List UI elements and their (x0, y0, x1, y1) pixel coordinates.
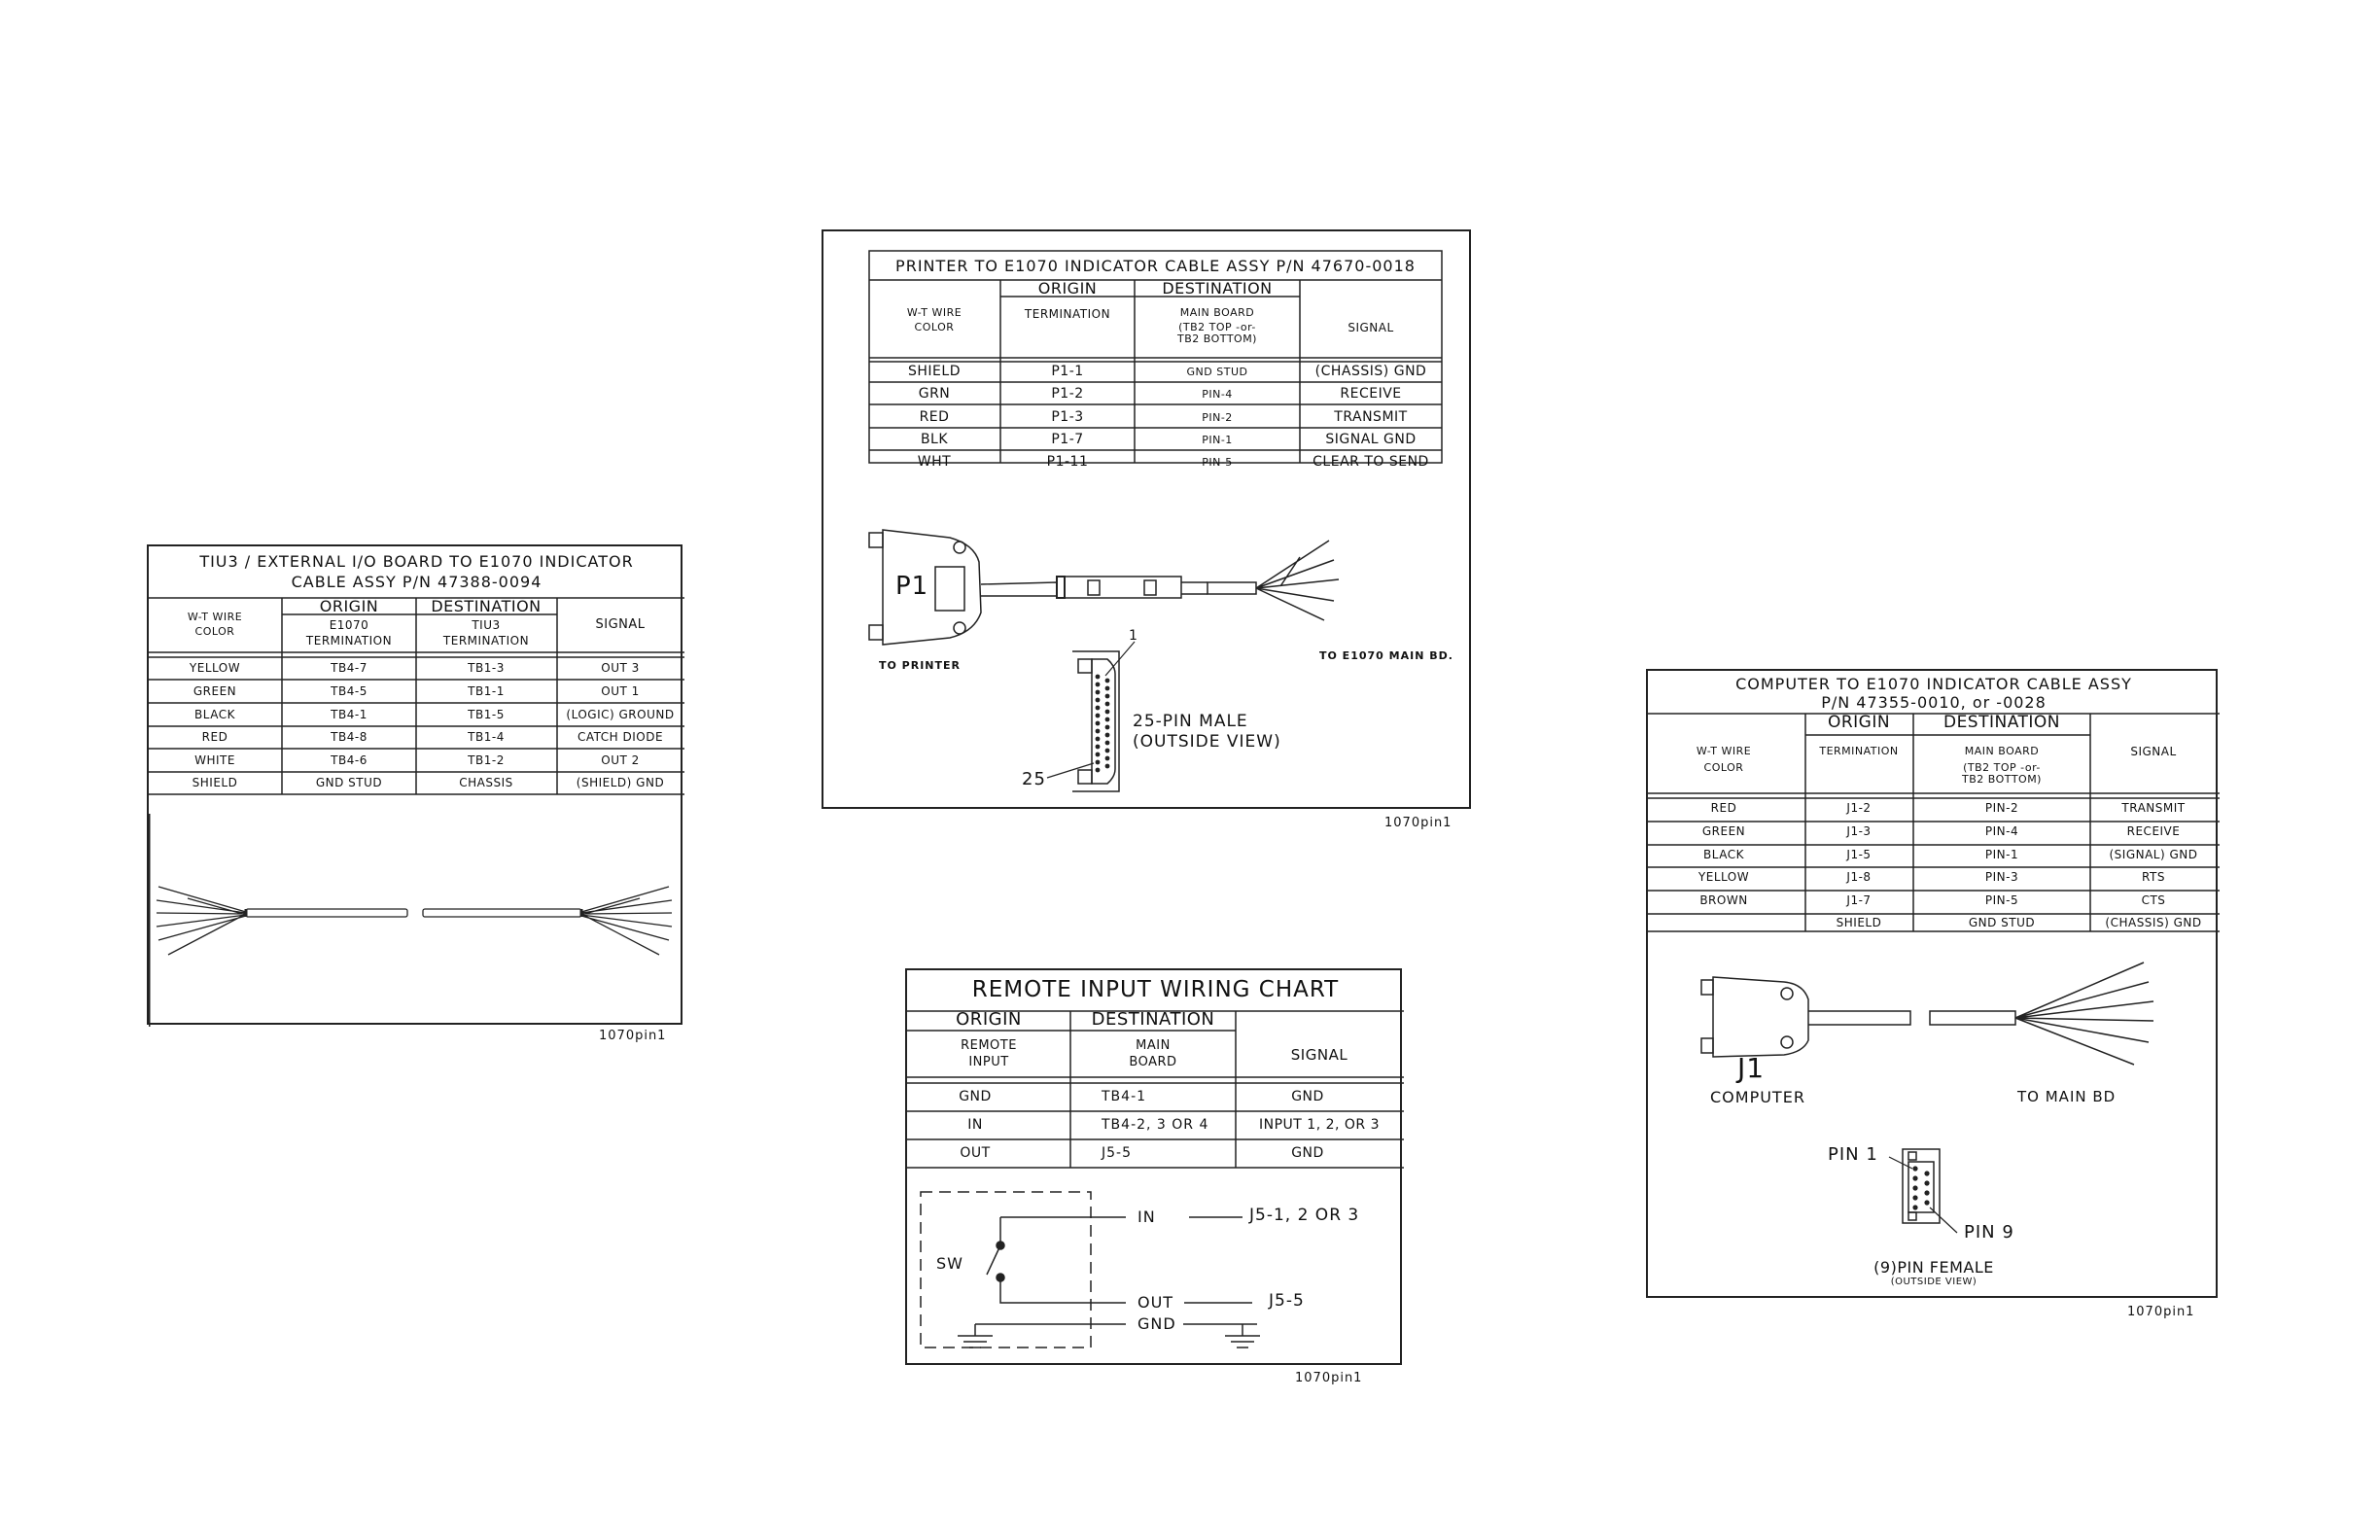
computer-row1-origin: J1-2 (1846, 801, 1872, 815)
computer-row6-signal: (CHASSIS) GND (2105, 916, 2202, 929)
computer-row1-wire: RED (1710, 801, 1737, 815)
remote-caption: 1070pin1 (1295, 1371, 1363, 1385)
pin-dot (1096, 760, 1101, 765)
printer-row2-origin: P1-2 (1051, 386, 1084, 402)
pin-dot (1096, 698, 1101, 703)
tiu3-row6-dest: CHASSIS (459, 776, 513, 789)
computer-title-line2: P/N 47355-0010, or -0028 (1821, 693, 2047, 712)
printer-row4-dest: PIN-1 (1202, 434, 1233, 446)
computer-row5-signal: CTS (2141, 893, 2166, 907)
computer-col-dest-line1: MAIN BOARD (1964, 745, 2040, 757)
printer-row5-wire: WHT (917, 454, 952, 470)
tiu3-row6-signal: (SHIELD) GND (576, 776, 665, 789)
computer-row3-signal: (SIGNAL) GND (2109, 848, 2198, 861)
pin-dot (1096, 752, 1101, 757)
printer-origin-header: ORIGIN (1037, 279, 1098, 298)
tiu3-col-signal: SIGNAL (595, 617, 646, 632)
printer-row2-wire: GRN (918, 386, 951, 402)
tiu3-title-line2: CABLE ASSY P/N 47388-0094 (291, 573, 542, 591)
tiu3-col-dest-line2: TERMINATION (442, 634, 530, 648)
printer-row1-wire: SHIELD (908, 364, 961, 379)
remote-row3-input: OUT (960, 1145, 991, 1161)
printer-row3-dest: PIN-2 (1202, 411, 1233, 424)
pin-dot (1105, 764, 1110, 769)
remote-in-target: J5-1, 2 OR 3 (1249, 1206, 1360, 1225)
computer-row6-origin: SHIELD (1836, 916, 1882, 929)
pin-dot (1096, 721, 1101, 726)
computer-col-wire-line1: W-T WIRE (1696, 745, 1752, 757)
printer-col-wire-line2: COLOR (914, 321, 955, 333)
computer-row2-wire: GREEN (1701, 824, 1746, 838)
tiu3-row5-signal: OUT 2 (601, 753, 640, 767)
computer-destination-header: DESTINATION (1942, 713, 2061, 732)
pin-dot (1105, 686, 1110, 691)
pin-dot (1096, 714, 1101, 718)
printer-col-dest-line3: TB2 BOTTOM) (1177, 332, 1257, 345)
remote-row1-input: GND (959, 1089, 992, 1104)
printer-to-printer: TO PRINTER (879, 659, 962, 672)
tiu3-col-wire-line1: W-T WIRE (187, 611, 243, 623)
computer-pin-desc: (9)PIN FEMALE (1873, 1258, 1994, 1277)
remote-gnd-label: GND (1138, 1314, 1176, 1333)
printer-destination-header: DESTINATION (1162, 279, 1273, 298)
remote-out-label: OUT (1138, 1293, 1174, 1312)
pin-dot (1096, 768, 1101, 773)
tiu3-row2-dest: TB1-1 (468, 684, 505, 698)
printer-row4-signal: SIGNAL GND (1325, 432, 1417, 447)
printer-row1-dest: GND STUD (1186, 366, 1248, 378)
tiu3-col-wire-line2: COLOR (194, 625, 235, 638)
computer-pin-dots (1912, 1166, 1929, 1209)
pin-dot (1096, 745, 1101, 750)
remote-ground-symbol-right (1225, 1324, 1260, 1348)
printer-row1-signal: (CHASSIS) GND (1314, 364, 1427, 379)
tiu3-row3-origin: TB4-1 (331, 708, 368, 721)
remote-row2-input: IN (967, 1117, 983, 1133)
computer-label: COMPUTER (1710, 1088, 1805, 1106)
pin-dot (1096, 682, 1101, 687)
computer-row2-origin: J1-3 (1846, 824, 1872, 838)
computer-row1-dest: PIN-2 (1984, 801, 2019, 815)
printer-col-origin: TERMINATION (1024, 307, 1111, 321)
tiu3-row4-dest: TB1-4 (468, 730, 505, 744)
printer-pin-dots (1096, 675, 1110, 773)
printer-row5-signal: CLEAR TO SEND (1312, 454, 1429, 470)
remote-col-input-line1: REMOTE (961, 1038, 1017, 1053)
computer-cable-panel (1646, 669, 2218, 1298)
computer-pin-view: (OUTSIDE VIEW) (1890, 1277, 1978, 1287)
tiu3-row2-signal: OUT 1 (601, 684, 640, 698)
computer-to-main: TO MAIN BD (2017, 1088, 2117, 1105)
printer-row5-origin: P1-11 (1046, 454, 1089, 470)
printer-row3-origin: P1-3 (1051, 409, 1084, 425)
printer-row3-wire: RED (919, 409, 950, 425)
remote-input-panel (905, 968, 1402, 1365)
printer-col-signal: SIGNAL (1348, 321, 1394, 334)
tiu3-row1-signal: OUT 3 (601, 661, 640, 675)
tiu3-row3-wire: BLACK (194, 708, 235, 721)
printer-row4-origin: P1-7 (1051, 432, 1084, 447)
printer-row5-dest: PIN-5 (1202, 456, 1233, 469)
remote-row2-signal: INPUT 1, 2, OR 3 (1258, 1117, 1381, 1133)
pin-dot (1105, 694, 1110, 699)
computer-row5-dest: PIN-5 (1984, 893, 2019, 907)
computer-col-dest-line3: TB2 BOTTOM) (1962, 773, 2042, 786)
pin-dot (1105, 710, 1110, 715)
remote-col-input-line2: INPUT (968, 1055, 1009, 1069)
printer-pin-last: 25 (1022, 769, 1046, 789)
pin-dot (1105, 679, 1110, 683)
tiu3-row4-wire: RED (201, 730, 228, 744)
pin-dot (1105, 756, 1110, 761)
remote-col-main-line1: MAIN (1136, 1038, 1171, 1053)
remote-sw-label: SW (936, 1254, 963, 1273)
pin-dot (1105, 733, 1110, 738)
computer-row4-origin: J1-8 (1846, 870, 1872, 884)
remote-row1-main: TB4-1 (1102, 1089, 1147, 1104)
remote-out-target: J5-5 (1269, 1291, 1305, 1311)
remote-title: REMOTE INPUT WIRING CHART (971, 977, 1340, 1002)
pin-dot (1096, 675, 1101, 680)
remote-row3-signal: GND (1291, 1145, 1324, 1161)
tiu3-col-origin-line2: TERMINATION (305, 634, 393, 648)
computer-db9-connector-icon (1701, 962, 2153, 1065)
remote-ground-symbol-left (958, 1324, 993, 1348)
printer-row3-signal: TRANSMIT (1334, 409, 1408, 425)
remote-row1-signal: GND (1291, 1089, 1324, 1104)
tiu3-row1-wire: YELLOW (189, 661, 241, 675)
printer-pin-desc-line1: 25-PIN MALE (1133, 712, 1248, 731)
remote-switch-schematic (921, 1192, 1257, 1348)
printer-to-main: TO E1070 MAIN BD. (1319, 649, 1453, 662)
tiu3-row1-origin: TB4-7 (331, 661, 368, 675)
tiu3-col-dest-line1: TIU3 (472, 618, 501, 632)
tiu3-cable-panel (147, 544, 682, 1025)
computer-col-signal: SIGNAL (2130, 745, 2177, 758)
tiu3-row2-origin: TB4-5 (331, 684, 368, 698)
tiu3-row5-wire: WHITE (194, 753, 235, 767)
printer-col-dest-line2: (TB2 TOP -or- (1178, 321, 1256, 333)
computer-col-origin: TERMINATION (1819, 745, 1899, 757)
computer-row3-origin: J1-5 (1846, 848, 1872, 861)
tiu3-row3-signal: (LOGIC) GROUND (566, 708, 675, 721)
printer-row2-signal: RECEIVE (1340, 386, 1402, 402)
computer-row4-dest: PIN-3 (1984, 870, 2019, 884)
tiu3-row1-dest: TB1-3 (468, 661, 505, 675)
computer-row6-dest: GND STUD (1968, 916, 2036, 929)
printer-row1-origin: P1-1 (1051, 364, 1084, 379)
remote-in-label: IN (1138, 1208, 1156, 1226)
printer-row4-wire: BLK (920, 432, 949, 447)
pin-dot (1105, 702, 1110, 707)
tiu3-title-line1: TIU3 / EXTERNAL I/O BOARD TO E1070 INDICATOR (199, 552, 634, 571)
remote-origin-header: ORIGIN (956, 1009, 1022, 1030)
printer-db25-connector-icon (869, 530, 1339, 645)
computer-row3-wire: BLACK (1703, 848, 1744, 861)
computer-col-wire-line2: COLOR (1703, 761, 1744, 774)
computer-row2-dest: PIN-4 (1984, 824, 2019, 838)
computer-row3-dest: PIN-1 (1984, 848, 2019, 861)
pin-dot (1096, 729, 1101, 734)
tiu3-row2-wire: GREEN (192, 684, 237, 698)
pin-dot (1096, 690, 1101, 695)
tiu3-caption: 1070pin1 (599, 1029, 667, 1043)
remote-col-main-line2: BOARD (1129, 1055, 1177, 1069)
computer-title-line1: COMPUTER TO E1070 INDICATOR CABLE ASSY (1735, 675, 2132, 693)
computer-pin1-label: PIN 1 (1828, 1144, 1878, 1165)
pin-dot (1105, 725, 1110, 730)
remote-row3-main: J5-5 (1102, 1145, 1132, 1161)
remote-destination-header: DESTINATION (1091, 1009, 1215, 1030)
tiu3-col-origin-line1: E1070 (329, 618, 369, 632)
tiu3-row3-dest: TB1-5 (468, 708, 505, 721)
tiu3-row6-origin: GND STUD (315, 776, 383, 789)
printer-pin-desc-line2: (OUTSIDE VIEW) (1133, 732, 1281, 752)
tiu3-row6-wire: SHIELD (192, 776, 238, 789)
computer-connector-label: J1 (1737, 1052, 1766, 1084)
pin-dot (1105, 718, 1110, 722)
pin-dot (1096, 706, 1101, 711)
printer-connector-label: P1 (895, 572, 929, 601)
printer-cable-panel (822, 229, 1471, 809)
tiu3-destination-header: DESTINATION (431, 597, 542, 615)
printer-title: PRINTER TO E1070 INDICATOR CABLE ASSY P/N 47670-0018 (895, 257, 1416, 275)
computer-row4-wire: YELLOW (1698, 870, 1750, 884)
computer-col-dest-line2: (TB2 TOP -or- (1963, 761, 2041, 774)
computer-row5-wire: BROWN (1699, 893, 1748, 907)
computer-row1-signal: TRANSMIT (2121, 801, 2186, 815)
tiu3-row4-signal: CATCH DIODE (577, 730, 664, 744)
tiu3-row5-origin: TB4-6 (331, 753, 368, 767)
remote-row2-main: TB4-2, 3 OR 4 (1102, 1117, 1209, 1133)
tiu3-cable-icon (157, 887, 672, 955)
pin-dot (1096, 737, 1101, 742)
computer-origin-header: ORIGIN (1827, 713, 1891, 732)
computer-row5-origin: J1-7 (1846, 893, 1872, 907)
tiu3-origin-header: ORIGIN (319, 597, 379, 615)
printer-caption: 1070pin1 (1384, 816, 1452, 830)
tiu3-row5-dest: TB1-2 (468, 753, 505, 767)
printer-col-wire-line1: W-T WIRE (906, 306, 962, 319)
remote-col-signal: SIGNAL (1290, 1046, 1348, 1064)
computer-caption: 1070pin1 (2127, 1305, 2195, 1319)
pin-dot (1105, 749, 1110, 753)
tiu3-row4-origin: TB4-8 (331, 730, 368, 744)
computer-pin9-label: PIN 9 (1964, 1222, 2014, 1242)
printer-pin-first: 1 (1129, 628, 1138, 644)
pin-dot (1105, 741, 1110, 746)
printer-row2-dest: PIN-4 (1202, 388, 1233, 401)
computer-row4-signal: RTS (2142, 870, 2165, 884)
printer-col-dest-line1: MAIN BOARD (1179, 306, 1255, 319)
computer-row2-signal: RECEIVE (2126, 824, 2181, 838)
